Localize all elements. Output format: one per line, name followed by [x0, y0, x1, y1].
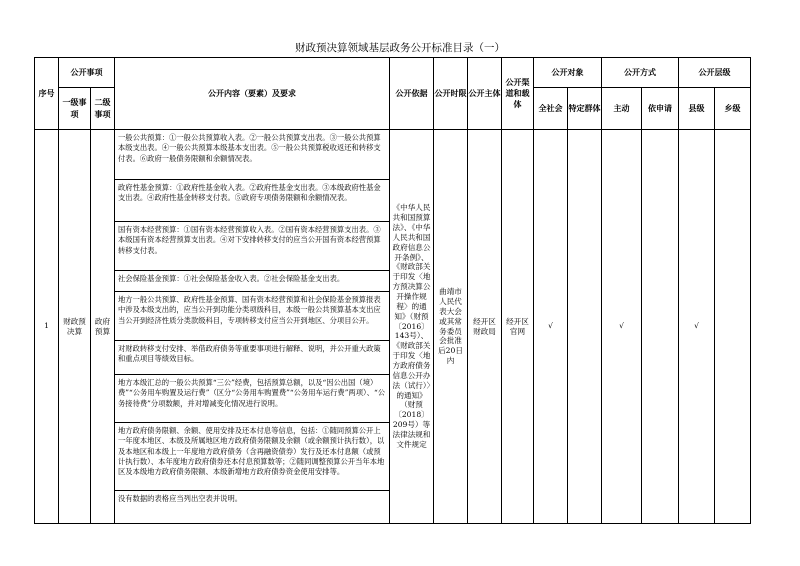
header-target-all: 全社会 [534, 88, 568, 130]
cell-channel: 经开区官网 [502, 130, 534, 524]
page-title: 财政预决算领域基层政务公开标准目录（一） [295, 42, 505, 54]
header-level-county: 县级 [679, 88, 715, 130]
content-block: 政府性基金预算：①政府性基金收入表。②政府性基金支出表。③本级政府性基金支出表。④政府性基金转移支付表。⑤政府专项债务限额和余额情况表。 [115, 180, 389, 222]
cell-basis: 《中华人民共和国预算法》、《中华人民共和国政府信息公开条例》、《财政部关于印发〈地方预决算公开操作规程〉的通知》（财预〔2016〕143号）、《财政部关于印发〈地方政府债务信息公开办法（试行）〉的通知》（财预〔2018〕209号）等法律法规和文件规定 [390, 130, 434, 524]
cell-content [115, 130, 390, 524]
content-block: 国有资本经营预算：①国有资本经营预算收入表。②国有资本经营预算支出表。③本级国有资本经营预算支出表。④对下安排转移支付的应当公开国有资本经营预算转移支付表。 [115, 222, 389, 271]
cell-item-l2: 政府预算 [91, 130, 115, 524]
cell-level-town [715, 130, 751, 524]
table-row [35, 130, 751, 524]
header-time: 公开时限 [434, 58, 468, 130]
header-method-apply: 依申请 [642, 88, 679, 130]
header-level-town: 乡级 [715, 88, 751, 130]
header-item-l2: 二级事项 [91, 88, 115, 130]
header-item: 公开事项 [59, 58, 115, 88]
header-method: 公开方式 [602, 58, 679, 88]
header-row-1 [35, 58, 751, 88]
header-item-l1: 一级事项 [59, 88, 91, 130]
content-block: 地方一般公共预算、政府性基金预算、国有资本经营预算和社会保险基金预算报表中涉及本级支出的，应当公开到功能分类项级科目，本级一般公共预算基本支出应当公开到经济性质分类款级科目，专项转移支付应当公开到地区、分项目公开。 [115, 292, 389, 341]
header-target-group: 特定群体 [568, 88, 602, 130]
catalog-table [34, 57, 751, 524]
cell-target-group [568, 130, 602, 524]
header-basis: 公开依据 [390, 58, 434, 130]
header-content: 公开内容（要素）及要求 [115, 58, 390, 130]
header-level: 公开层级 [679, 58, 751, 88]
cell-method-active: √ [602, 130, 642, 524]
header-target: 公开对象 [534, 58, 602, 88]
cell-subject: 经开区财政局 [468, 130, 502, 524]
cell-level-county: √ [679, 130, 715, 524]
content-block: 对财政转移支付安排、举借政府债务等重要事项进行解释、说明，并公开重大政策和重点项目等绩效目标。 [115, 341, 389, 375]
cell-item-l1: 财政预决算 [59, 130, 91, 524]
content-block: 一般公共预算：①一般公共预算收入表。②一般公共预算支出表。③一般公共预算本级支出表。④一般公共预算本级基本支出表。⑤一般公共预算税收返还和转移支付表。⑥政府一般债务限额和余额情况表。 [115, 130, 389, 180]
cell-target-all: √ [534, 130, 568, 524]
header-channel: 公开渠道和载体 [502, 58, 534, 130]
header-subject: 公开主体 [468, 58, 502, 130]
header-method-active: 主动 [602, 88, 642, 130]
content-block: 地方政府债务限额、余额、使用安排及还本付息等信息，包括：①随同预算公开上一年度本地区、本级及所属地区地方政府债务限额及余额（或余额预计执行数），以及本地区和本级上一年度地方政府债务（含再融资债券）发行及还本付息额（或预计执行数）、本年度地方政府债券还本付息预算数等；②随同调整预算公开当年本地区及本级地方政府债务限额、本级新增地方政府债券资金使用安排等。 [115, 423, 389, 491]
cell-seq: 1 [35, 130, 59, 524]
cell-time: 曲靖市人民代表大会或其常务委员会批准后20日内 [434, 130, 468, 524]
content-block: 没有数据的表格应当列出空表并说明。 [118, 494, 243, 503]
content-block: 社会保险基金预算：①社会保险基金收入表。②社会保险基金支出表。 [115, 271, 389, 292]
content-block: 地方本级汇总的一般公共预算“三公”经费，包括预算总额，以及“因公出国（境）费”“公务用车购置及运行费”（区分“公务用车购置费”“公务用车运行费”两项）、“公务接待费”分项数额，并对增减变化情况进行说明。 [115, 375, 389, 423]
cell-method-apply [642, 130, 679, 524]
header-seq: 序号 [35, 58, 59, 130]
